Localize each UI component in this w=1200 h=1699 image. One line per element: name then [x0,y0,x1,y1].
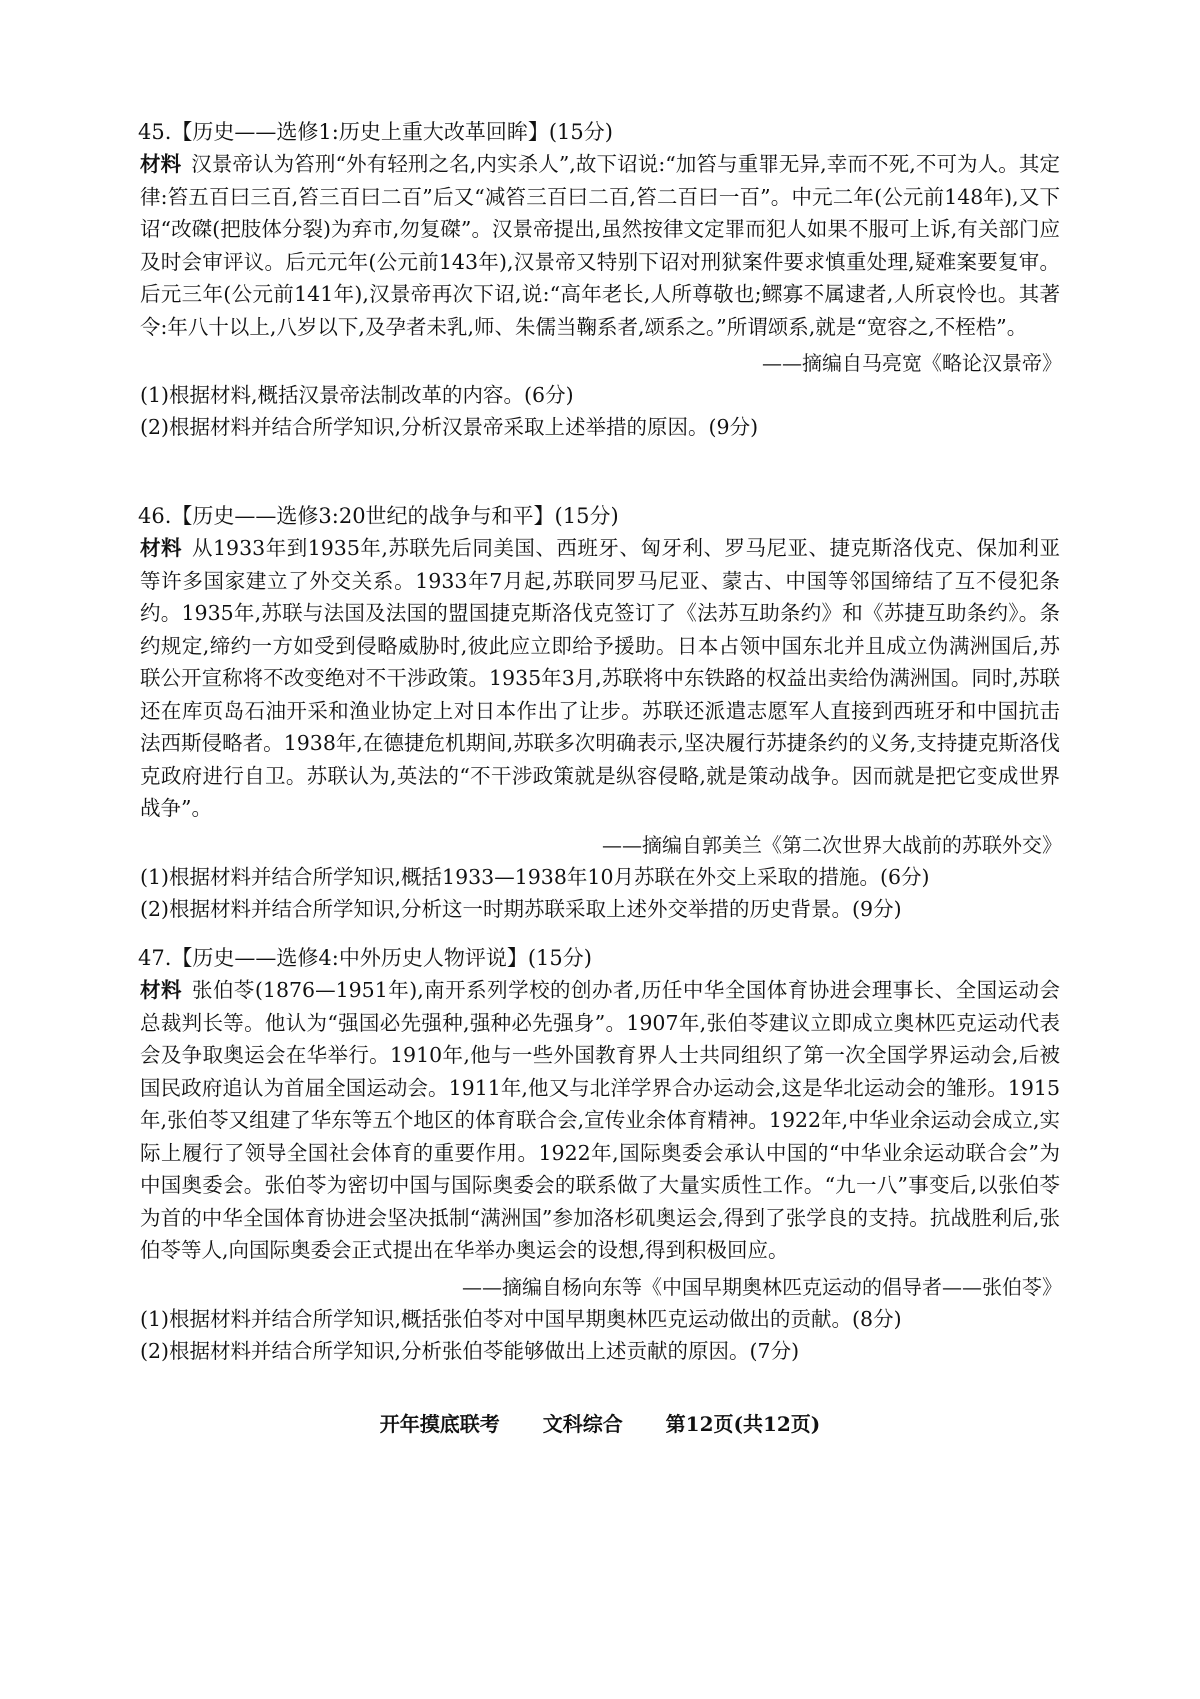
question-45-heading: 45.【历史——选修1:历史上重大改革回眸】(15分) [138,120,613,144]
page-footer [140,1409,1060,1439]
footer-page-number: 第12页(共12页) [665,1412,821,1436]
question-47-item-1: (1)根据材料并结合所学知识,概括张伯苓对中国早期奥林匹克运动做出的贡献。(8分) [140,1306,902,1331]
material-text: 从1933年到1935年,苏联先后同美国、西班牙、匈牙利、罗马尼亚、捷克斯洛伐克、保加利亚等许多国家建立了外交关系。1933年7月起,苏联同罗马尼亚、蒙古、中国等邻国缔结了互不侵犯条约。1935年,苏联与法国及法国的盟国捷克斯洛伐克签订了《法苏互助条约》和《苏捷互助条约》。条约规定,缔约一方如受到侵略威胁时,彼此应立即给予援助。日本占领中国东北并且成立伪满洲国后,苏联公开宣称将不改变绝对不干涉政策。1935年3月,苏联将中东铁路的权益出卖给伪满洲国。同时,苏联还在库页岛石油开采和渔业协定上对日本作出了让步。苏联还派遣志愿军人直接到西班牙和中国抗击法西斯侵略者。1938年,在德捷危机期间,苏联多次明确表示,坚决履行苏捷条约的义务,支持捷克斯洛伐克政府进行自卫。苏联认为,英法的“不干涉政策就是纵容侵略,就是策动战争。因而就是把它变成世界战争”。 [140,536,1061,820]
material-text: 张伯苓(1876—1951年),南开系列学校的创办者,历任中华全国体育协进会理事长、全国运动会总裁判长等。他认为“强国必先强种,强种必先强身”。1907年,张伯苓建议立即成立奥林匹克运动代表会及争取奥运会在华举行。1910年,他与一些外国教育界人士共同组织了第一次全国学界运动会,后被国民政府追认为首届全国运动会。1911年,他又与北洋学界合办运动会,这是华北运动会的雏形。1915年,张伯苓又组建了华东等五个地区的体育联合会,宣传业余体育精神。1922年,中华业余运动会成立,实际上履行了领导全国社会体育的重要作用。1922年,国际奥委会承认中国的“中华业余运动联合会”为中国奥委会。张伯苓为密切中国与国际奥委会的联系做了大量实质性工作。“九一八”事变后,以张伯苓为首的中华全国体育协进会坚决抵制“满洲国”参加洛杉矶奥运会,得到了张学良的支持。抗战胜利后,张伯苓等人,向国际奥委会正式提出在华举办奥运会的设想,得到积极回应。 [140,978,1061,1262]
question-45-source: ——摘编自马亮宽《略论汉景帝》 [762,351,1062,375]
material-label: 材料 [140,978,182,1002]
footer-exam-name: 开年摸底联考 [379,1412,500,1436]
question-47-heading: 47.【历史——选修4:中外历史人物评说】(15分) [138,946,592,970]
question-45-material [140,148,1060,343]
question-47-item-2: (2)根据材料并结合所学知识,分析张伯苓能够做出上述贡献的原因。(7分) [140,1338,800,1363]
material-label: 材料 [140,152,182,176]
material-label: 材料 [140,536,183,560]
question-46-item-1: (1)根据材料并结合所学知识,概括1933—1938年10月苏联在外交上采取的措施。(6分) [140,864,930,889]
question-47-material [140,974,1060,1267]
question-45-item-1: (1)根据材料,概括汉景帝法制改革的内容。(6分) [140,383,574,407]
question-46 [140,500,1060,925]
question-47-source: ——摘编自杨向东等《中国早期奥林匹克运动的倡导者——张伯苓》 [462,1274,1062,1299]
question-46-item-2: (2)根据材料并结合所学知识,分析这一时期苏联采取上述外交举措的历史背景。(9分) [140,896,902,921]
question-47 [140,942,1060,1367]
question-45-item-2: (2)根据材料并结合所学知识,分析汉景帝采取上述举措的原因。(9分) [140,415,759,439]
footer-subject: 文科综合 [542,1412,623,1436]
question-46-heading: 46.【历史——选修3:20世纪的战争与和平】(15分) [138,504,619,528]
question-46-source: ——摘编自郭美兰《第二次世界大战前的苏联外交》 [602,832,1062,857]
question-45 [140,116,1060,443]
material-text: 汉景帝认为笞刑“外有轻刑之名,内实杀人”,故下诏说:“加笞与重罪无异,幸而不死,不可为人。其定律:笞五百曰三百,笞三百曰二百”后又“减笞三百曰二百,笞二百曰一百”。中元二年(公元前148年),又下诏“改磔(把肢体分裂)为弃市,勿复磔”。汉景帝提出,虽然按律文定罪而犯人如果不服可上诉,有关部门应及时会审评议。后元元年(公元前143年),汉景帝又特别下诏对刑狱案件要求慎重处理,疑难案要复审。后元三年(公元前141年),汉景帝再次下诏,说:“高年老长,人所尊敬也;鳏寡不属逮者,人所哀怜也。其著令:年八十以上,八岁以下,及孕者未乳,师、朱儒当鞠系者,颂系之。”所谓颂系,就是“宽容之,不桎梏”。 [140,152,1061,339]
question-46-material [140,532,1060,825]
